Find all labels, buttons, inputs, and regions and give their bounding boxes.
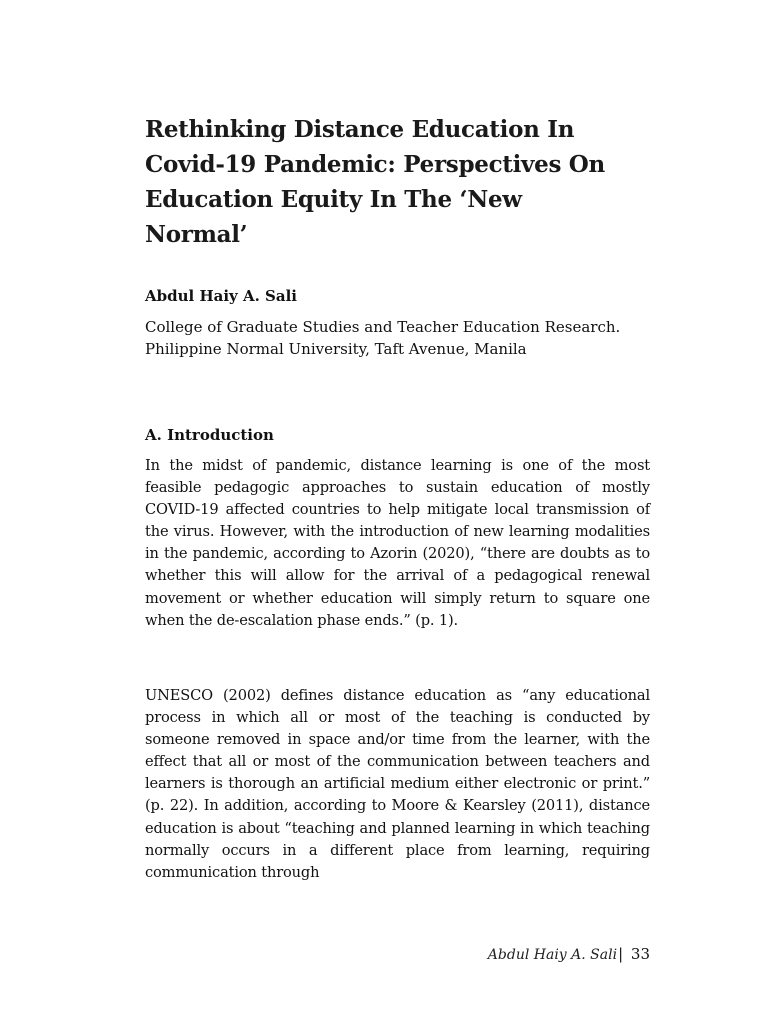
author-name: Abdul Haiy A. Sali <box>145 287 297 305</box>
footer-separator: | <box>618 945 624 963</box>
footer-author: Abdul Haiy A. Sali <box>487 947 618 963</box>
body-paragraph: In the midst of pandemic, distance learning is one of the most feasible pedagogic approaches to sustain education of mostly COVID-19 affected countries to help mitigate local transmission of the virus. However, with the introduction of new learning modalities in the pandemic, according to Azorin (2020), “there are doubts as to whether this will allow for the arrival of a pedagogical renewal movement or whether education will simply return to square one when the de-escalation phase ends.” (p. 1). <box>145 457 650 629</box>
author-affiliation: College of Graduate Studies and Teacher Education Research. Philippine Normal University, Taft Avenue, Manila <box>145 318 621 358</box>
paper-title: Rethinking Distance Education In Covid-19 Pandemic: Perspectives On Education Equity In The ‘New Normal’ <box>145 116 605 248</box>
section-heading-introduction: A. Introduction <box>145 426 274 444</box>
body-paragraph: UNESCO (2002) defines distance education as “any educational process in which all or most of the teaching is conducted by someone removed in space and/or time from the learner, with the effect that all or most of the communication between teachers and learners is thorough an artificial medium either electronic or print.” (p. 22). In addition, according to Moore & Kearsley (2011), distance education is about “teaching and planned learning in which teaching normally occurs in a different place from learning, requiring communication through <box>145 687 650 881</box>
page-footer <box>488 943 650 966</box>
page-number: 33 <box>630 945 650 963</box>
